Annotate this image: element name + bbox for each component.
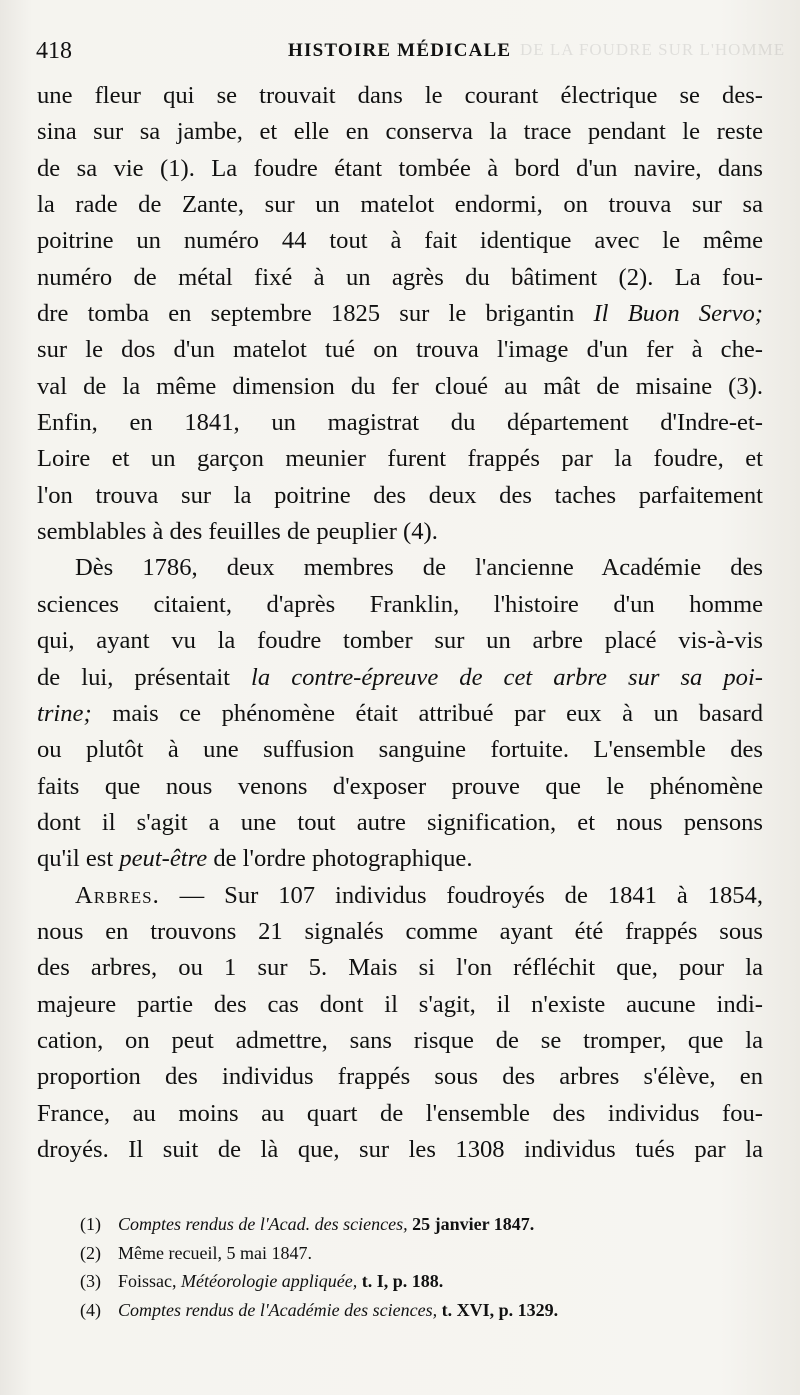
footnote: (2) Même recueil, 5 mai 1847. [80,1242,312,1263]
text-line: qui, ayant vu la foudre tomber sur un arbre placé vis-à-vis [37,627,763,655]
text-line: numéro de métal fixé à un agrès du bâtiment (2). La fou- [37,263,763,291]
text-line: ou plutôt à une suffusion sanguine fortuite. L'ensemble des [37,736,763,764]
ship-name: Il Buon Servo; [593,300,763,328]
italic-word: peut-être [119,845,208,873]
text-line: une fleur qui se trouvait dans le courant électrique se des- [37,82,763,109]
text-line: cation, on peut admettre, sans risque de se tromper, que la [37,1026,763,1054]
text-line: des arbres, ou 1 sur 5. Mais si l'on réfléchit que, pour la [37,954,763,982]
text-line: faits que nous venons d'exposer prouve que le phénomène [37,772,763,800]
text-line: nous en trouvons 21 signalés comme ayant été frappés sous [37,917,763,945]
text-line: France, au moins au quart de l'ensemble des individus fou- [37,1099,763,1127]
text-line: droyés. Il suit de là que, sur les 1308 individus tués par la [37,1135,763,1163]
text-line: Enfin, en 1841, un magistrat du département d'Indre-et- [37,409,763,437]
page-header [36,36,766,68]
text-line: proportion des individus frappés sous des arbres s'élève, en [37,1063,763,1091]
text-line: Loire et un garçon meunier furent frappés par la foudre, et [37,445,763,473]
text-line: dre tomba en septembre 1825 sur le brigantin Il Buon Servo; [37,300,763,328]
text-line: Dès 1786, deux membres de l'ancienne Académie des [75,554,763,582]
text-line: sciences citaient, d'après Franklin, l'histoire d'un homme [37,590,763,618]
text-line: dont il s'agit a une tout autre signification, et nous pensons [37,808,763,836]
italic-quote: trine; [37,699,92,727]
text-line: majeure partie des cas dont il s'agit, il n'existe aucune indi- [37,990,763,1018]
page-number: 418 [36,38,72,64]
text-line: de lui, présentait la contre-épreuve de cet arbre sur sa poi- [37,663,763,691]
footnotes [80,1210,770,1324]
text-line: la rade de Zante, sur un matelot endormi, on trouva sur sa [37,191,763,219]
italic-quote: la contre-épreuve de cet arbre sur sa poi- [251,663,763,691]
text-line: trine; mais ce phénomène était attribué par eux à un basard [37,699,763,727]
footnote: (1) Comptes rendus de l'Acad. des sciences, 25 janvier 1847. [80,1214,535,1234]
text-line: qu'il est peut-être de l'ordre photographique. [37,845,473,873]
text-line: poitrine un numéro 44 tout à fait identique avec le même [37,227,763,255]
text-line: semblables à des feuilles de peuplier (4). [37,518,438,546]
body-text [37,78,763,1168]
text-line: Arbres. — Sur 107 individus foudroyés de 1841 à 1854, [75,881,763,909]
text-line: sina sur sa jambe, et elle en conserva la trace pendant le reste [37,118,763,146]
text-line: sur le dos d'un matelot tué on trouva l'image d'un fer à che- [37,336,763,364]
section-heading: Arbres. [75,881,160,909]
text-line: de sa vie (1). La foudre étant tombée à bord d'un navire, dans [37,154,763,182]
footnote: (3) Foissac, Météorologie appliquée, t. I, p. 188. [80,1271,444,1292]
running-title: HISTOIRE MÉDICALE [288,40,512,61]
text-line: l'on trouva sur la poitrine des deux des taches parfaitement [37,481,763,509]
show-through-text: DE LA FOUDRE SUR L'HOMME [520,40,786,59]
text-line: val de la même dimension du fer cloué au mât de misaine (3). [37,372,763,400]
footnote: (4) Comptes rendus de l'Académie des sciences, t. XVI, p. 1329. [80,1299,559,1320]
